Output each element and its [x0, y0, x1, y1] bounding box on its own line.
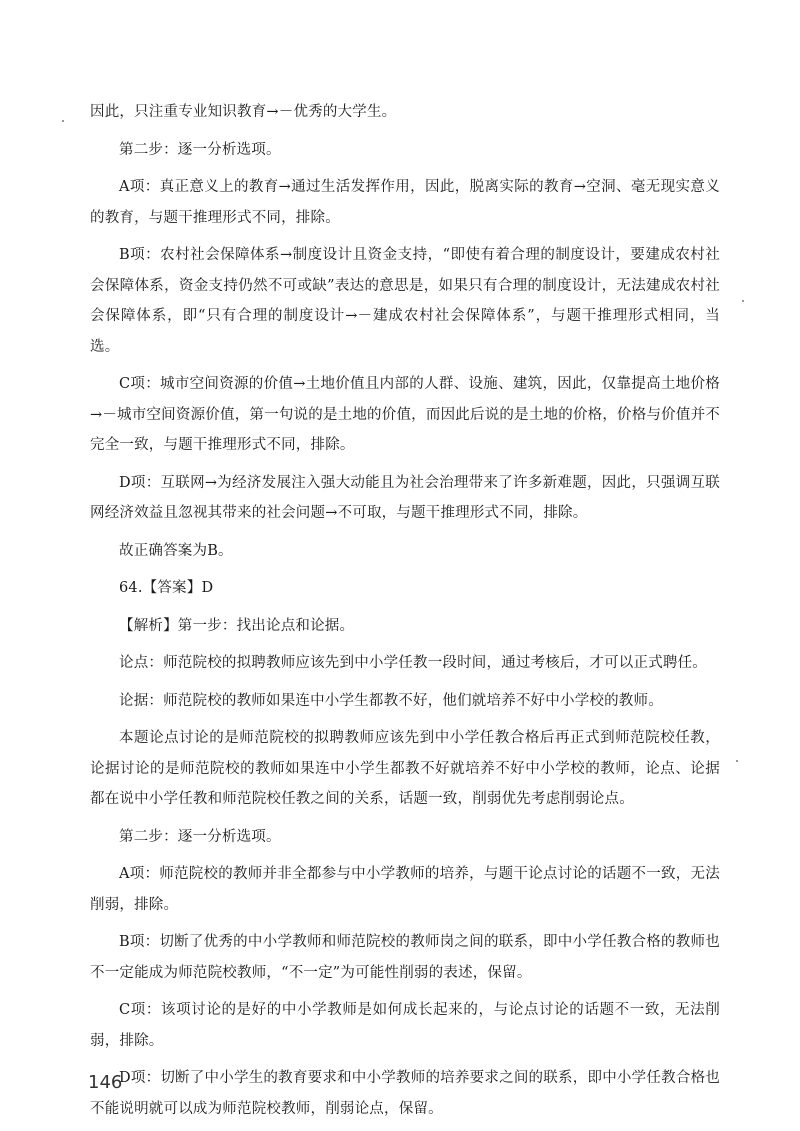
analysis-heading: 【解析】第一步：找出论点和论据。: [119, 617, 355, 634]
paragraph: A项：真正意义上的教育→通过生活发挥作用，因此，脱离实际的教育→空洞、毫无现实意义的教育，与题干推理形式不同，排除。: [90, 179, 720, 226]
paragraph: C项：城市空间资源的价值→土地价值且内部的人群、设施、建筑，因此，仅靠提高土地价格→－城市空间资源价值，第一句说的是土地的价值，而因此后说的是土地的价格，价格与价值并不完全一致，与题干推理形式不同，排除。: [90, 376, 720, 453]
paragraph: 本题论点讨论的是师范院校的拟聘教师应该先到中小学任教合格后再正式到师范院校任教，论据讨论的是师范院校的教师如果连中小学生都教不好就培养不好中小学校的教师，论点、论据都在说中小学任教和师范院校任教之间的关系，话题一致，削弱优先考虑削弱论点。: [90, 730, 720, 807]
scan-speck: [742, 300, 744, 302]
paragraph: 因此，只注重专业知识教育→－优秀的大学生。: [90, 104, 397, 120]
paragraph: D项：互联网→为经济发展注入强大动能且为社会治理带来了许多新难题，因此，只强调互联网经济效益且忽视其带来的社会问题→不可取，与题干推理形式不同，排除。: [90, 474, 720, 521]
paragraph: D项：切断了中小学生的教育要求和中小学教师的培养要求之间的联系，即中小学任教合格也不能说明就可以成为师范院校教师，削弱论点，保留。: [90, 1070, 720, 1117]
paragraph: B项：切断了优秀的中小学教师和师范院校的教师岗之间的联系，即中小学任教合格的教师也不一定能成为师范院校教师，“不一定”为可能性削弱的表述，保留。: [90, 934, 720, 981]
page-number: 146: [88, 1072, 123, 1093]
paragraph: C项：该项讨论的是好的中小学教师是如何成长起来的，与论点讨论的话题不一致，无法削弱，排除。: [90, 1002, 720, 1049]
paragraph: 论点：师范院校的拟聘教师应该先到中小学任教一段时间，通过考核后，才可以正式聘任。: [119, 655, 707, 671]
paragraph: B项：农村社会保障体系→制度设计且资金支持，“即使有着合理的制度设计，要建成农村社会保障体系，资金支持仍然不可或缺”表达的意思是，如果只有合理的制度设计，无法建成农村社会保障体系，即“只有合理的制度设计→－建成农村社会保障体系”，与题干推理形式相同，当选。: [90, 247, 720, 355]
scan-speck: [736, 760, 738, 762]
paragraph: A项：师范院校的教师并非全都参与中小学教师的培养，与题干论点讨论的话题不一致，无法削弱，排除。: [90, 866, 720, 913]
body-text: [90, 97, 720, 1131]
paragraph: 论据：师范院校的教师如果连中小学生都教不好，他们就培养不好中小学校的教师。: [119, 692, 663, 709]
question-answer-heading: 64.【答案】D: [119, 580, 214, 596]
paragraph: 第二步：逐一分析选项。: [119, 828, 281, 845]
paragraph: 第二步：逐一分析选项。: [119, 141, 281, 158]
paragraph: 故正确答案为B。: [119, 542, 233, 559]
scan-speck: [62, 120, 64, 122]
